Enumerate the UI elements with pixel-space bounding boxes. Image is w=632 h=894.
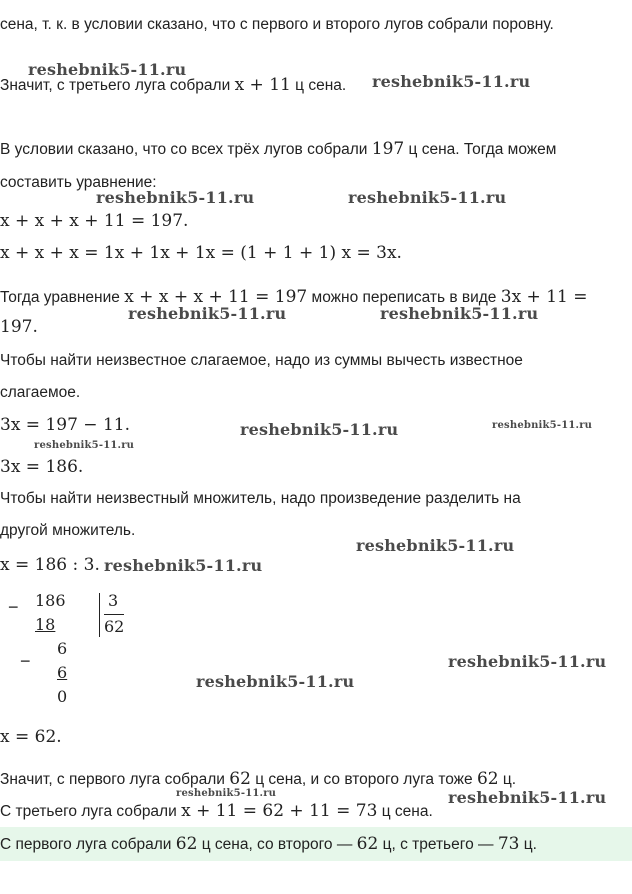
text-fragment: ц, с третьего — <box>378 836 498 853</box>
divisor-line <box>104 614 124 615</box>
math-expression: 62 <box>175 834 198 854</box>
watermark: reshebnik5-11.ru <box>96 188 255 207</box>
equation: 197. <box>0 317 38 337</box>
math-expression: 3x + 11 = <box>500 287 588 307</box>
quotient: 62 <box>104 617 125 636</box>
watermark: reshebnik5-11.ru <box>176 788 277 799</box>
text-fragment: ц. <box>498 771 517 788</box>
math-expression: x + 11 <box>234 75 291 95</box>
watermark: reshebnik5-11.ru <box>448 652 607 671</box>
remainder: 0 <box>57 687 68 706</box>
equation: 3x = 197 − 11. <box>0 415 130 435</box>
watermark: reshebnik5-11.ru <box>104 556 263 575</box>
text-line: сена, т. к. в условии сказано, что с первого и второго лугов собрали поровну. <box>0 16 554 33</box>
watermark: reshebnik5-11.ru <box>356 536 515 555</box>
text-line: Чтобы найти неизвестное слагаемое, надо из суммы вычесть известное <box>0 352 523 369</box>
math-expression: 197 <box>371 139 405 159</box>
watermark: reshebnik5-11.ru <box>34 440 135 451</box>
equation: 3x = 186. <box>0 457 84 477</box>
minus-sign: − <box>8 597 19 617</box>
divisor: 3 <box>108 591 119 610</box>
watermark: reshebnik5-11.ru <box>196 672 355 691</box>
text-fragment: ц сена. <box>290 77 347 94</box>
watermark: reshebnik5-11.ru <box>372 72 531 91</box>
text-line: другой множитель. <box>0 522 136 539</box>
text-fragment: ц сена. Тогда можем <box>404 141 557 158</box>
math-expression: 62 <box>356 834 379 854</box>
answer-text <box>0 833 537 856</box>
text-fragment: Значит, с первого луга собрали <box>0 771 230 788</box>
subtrahend: 6 <box>57 663 68 682</box>
watermark: reshebnik5-11.ru <box>240 420 399 439</box>
remainder: 6 <box>57 639 68 658</box>
math-expression: 73 <box>497 834 520 854</box>
watermark: reshebnik5-11.ru <box>128 304 287 323</box>
answer-box <box>0 827 632 861</box>
text-fragment: ц сена. <box>377 803 433 820</box>
equation: x + x + x = 1x + 1x + 1x = (1 + 1 + 1) x = 3x. <box>0 243 402 263</box>
text-fragment: ц сена, и со второго луга тоже <box>250 771 477 788</box>
text-fragment: Значит, с третьего луга собрали <box>0 77 235 94</box>
text-line <box>0 138 556 161</box>
watermark: reshebnik5-11.ru <box>448 788 607 807</box>
subtrahend: 18 <box>35 615 56 634</box>
division-bar <box>99 593 100 637</box>
text-fragment: С первого луга собрали <box>0 836 176 853</box>
text-line: Чтобы найти неизвестный множитель, надо произведение разделить на <box>0 490 521 507</box>
math-expression: x + 11 = 62 + 11 = 73 <box>181 801 378 821</box>
text-fragment: ц. <box>519 836 537 853</box>
text-line: составить уравнение: <box>0 174 157 191</box>
watermark: reshebnik5-11.ru <box>28 60 187 79</box>
text-fragment: можно переписать в виде <box>307 289 501 306</box>
text-fragment: С третьего луга собрали <box>0 803 182 820</box>
text-fragment: ц сена, со второго — <box>197 836 357 853</box>
text-line: слагаемое. <box>0 384 81 401</box>
dividend: 186 <box>35 591 66 610</box>
math-expression: x + x + x + 11 = 197 <box>124 287 308 307</box>
equation: x = 62. <box>0 727 62 747</box>
watermark: reshebnik5-11.ru <box>492 420 593 431</box>
text-line <box>0 800 433 823</box>
text-fragment: В условии сказано, что со всех трёх лугов собрали <box>0 141 372 158</box>
watermark: reshebnik5-11.ru <box>348 188 507 207</box>
math-expression: 62 <box>476 769 499 789</box>
watermark: reshebnik5-11.ru <box>380 304 539 323</box>
text-fragment: Тогда уравнение <box>0 289 125 306</box>
math-expression: 62 <box>229 769 251 789</box>
equation: x + x + x + 11 = 197. <box>0 211 189 231</box>
long-division <box>0 585 200 715</box>
minus-sign: − <box>20 651 31 671</box>
equation: x = 186 : 3. <box>0 555 100 575</box>
